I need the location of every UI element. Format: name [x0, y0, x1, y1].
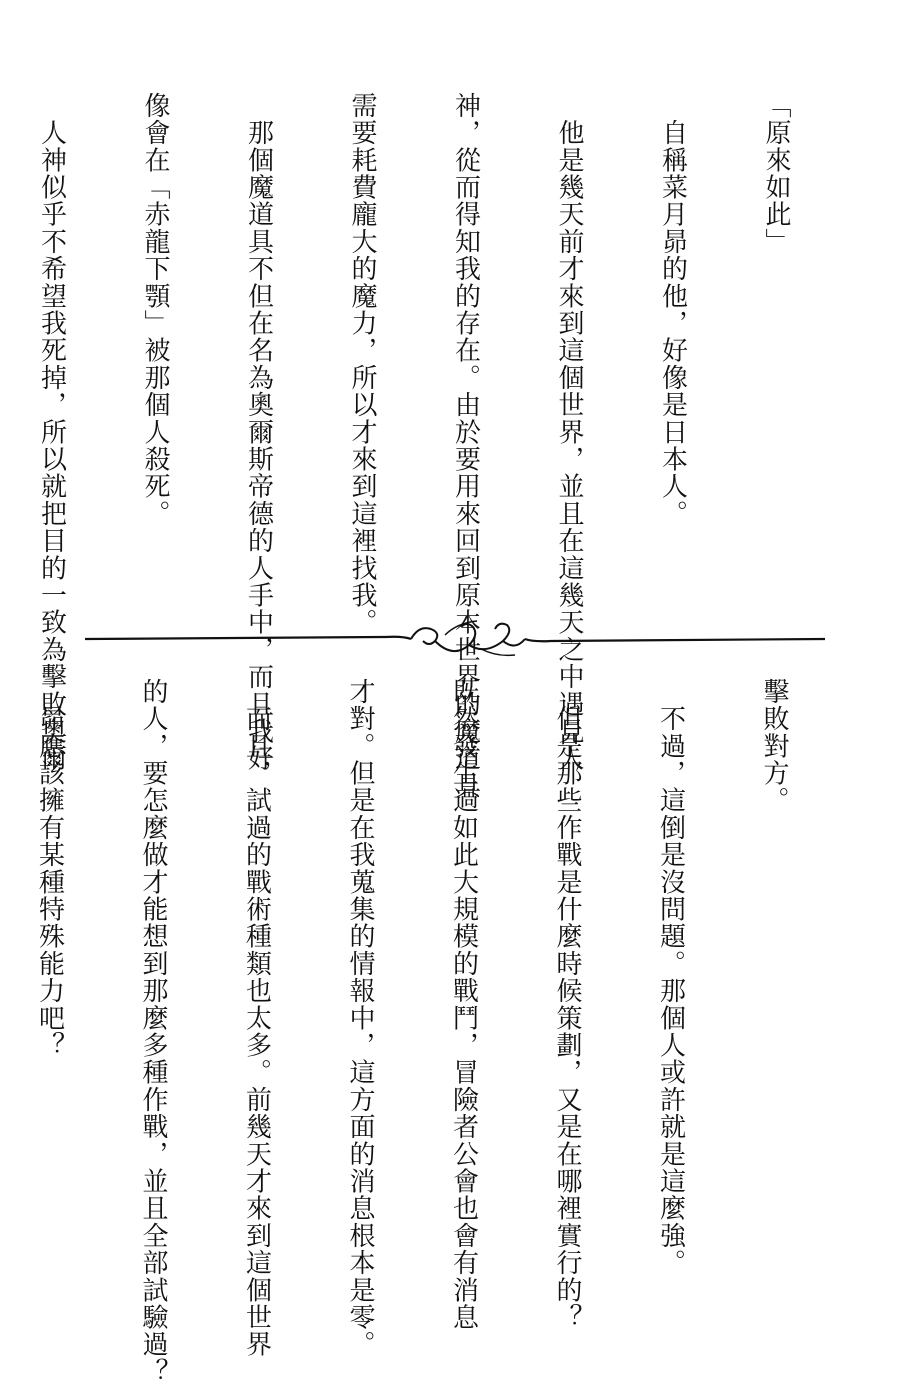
- text-line: 像會在「赤龍下顎」被那個人殺死。: [140, 92, 170, 528]
- text-line: 才對。但是在我蒐集的情報中，這方面的消息根本是零。: [345, 678, 375, 1358]
- text-line: 「原來如此」: [761, 92, 791, 256]
- text-line: 的人，要怎麼做才能想到那麼多種作戰，並且全部試驗過？: [138, 678, 168, 1385]
- section-divider-ornament: [85, 615, 825, 663]
- lower-text-block: [0, 678, 860, 1385]
- text-line: 神，從而得知我的存在。由於要用來回到原本世界的魔道具: [450, 92, 481, 800]
- text-line: 既然發生過如此大規模的戰鬥，冒險者公會也會有消息: [448, 678, 479, 1331]
- text-line: 但是那些作戰是什麼時候策劃，又是在哪裡實行的？: [552, 678, 582, 1331]
- text-line: 自稱菜月昴的他，好像是日本人。: [657, 92, 688, 528]
- text-line: 他是幾天前才來到這個世界，並且在這幾天之中遇見人: [554, 92, 584, 772]
- text-line: 人神似乎不希望我死掉，所以就把目的一致為擊敗奧爾: [36, 92, 67, 772]
- text-line: 那個魔道具不但在名為奧爾斯帝德的人手中，而且我好: [243, 92, 274, 772]
- text-line: 而且，試過的戰術種類也太多。前幾天才來到這個世界: [241, 678, 272, 1358]
- text-line: 不過，這倒是沒問題。那個人或許就是這麼強。: [655, 678, 686, 1277]
- text-line: 需要耗費龐大的魔力，所以才來到這裡找我。: [347, 92, 377, 636]
- text-line: 昴應該擁有某種特殊能力吧？: [34, 678, 65, 1059]
- text-line: 擊敗對方。: [759, 678, 789, 814]
